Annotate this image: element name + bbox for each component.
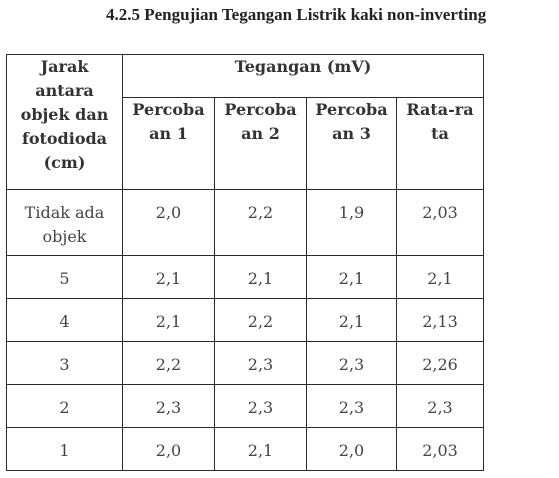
table-row bbox=[7, 428, 484, 471]
cell-line: objek bbox=[42, 227, 87, 246]
header-percobaan-1 bbox=[123, 98, 215, 190]
cell-line: Tidak ada bbox=[24, 203, 105, 222]
cell-value: 2,2 bbox=[215, 190, 307, 256]
header-jarak-line: objek dan bbox=[20, 105, 109, 124]
header-percobaan-3 bbox=[307, 98, 397, 190]
cell-value: 2,2 bbox=[123, 342, 215, 385]
header-jarak-line: fotodioda bbox=[21, 129, 108, 148]
header-line: an 3 bbox=[332, 124, 371, 143]
header-line: an 2 bbox=[241, 124, 280, 143]
cell-value: 2,3 bbox=[397, 385, 484, 428]
table-row bbox=[7, 299, 484, 342]
cell-value: 2,0 bbox=[123, 190, 215, 256]
header-line: an 1 bbox=[149, 124, 188, 143]
header-jarak bbox=[7, 55, 123, 190]
header-line: Percoba bbox=[224, 100, 297, 119]
cell-value: 2,26 bbox=[397, 342, 484, 385]
cell-value: 2,1 bbox=[215, 428, 307, 471]
cell-jarak: 4 bbox=[7, 299, 123, 342]
cell-value: 2,3 bbox=[123, 385, 215, 428]
cell-value: 2,1 bbox=[307, 299, 397, 342]
table-row bbox=[7, 385, 484, 428]
header-jarak-line: (cm) bbox=[43, 153, 86, 172]
table-row bbox=[7, 256, 484, 299]
cell-value: 2,0 bbox=[123, 428, 215, 471]
cell-value: 2,3 bbox=[215, 385, 307, 428]
cell-jarak: 5 bbox=[7, 256, 123, 299]
cell-value: 2,1 bbox=[215, 256, 307, 299]
cell-jarak: 2 bbox=[7, 385, 123, 428]
cell-value: 2,03 bbox=[397, 190, 484, 256]
header-line: Percoba bbox=[315, 100, 388, 119]
cell-value: 2,3 bbox=[215, 342, 307, 385]
header-jarak-line: antara bbox=[35, 81, 94, 100]
table-header-row bbox=[7, 55, 484, 98]
cell-value: 1,9 bbox=[307, 190, 397, 256]
cell-value: 2,3 bbox=[307, 385, 397, 428]
cell-jarak bbox=[7, 190, 123, 256]
header-line: Percoba bbox=[132, 100, 205, 119]
table-row bbox=[7, 190, 484, 256]
header-jarak-line: Jarak bbox=[40, 57, 89, 76]
table-row bbox=[7, 342, 484, 385]
cell-value: 2,1 bbox=[123, 256, 215, 299]
section-title: 4.2.5 Pengujian Tegangan Listrik kaki non-inverting bbox=[106, 5, 487, 24]
header-line: Rata-ra bbox=[406, 100, 474, 119]
cell-value: 2,1 bbox=[397, 256, 484, 299]
header-percobaan-2 bbox=[215, 98, 307, 190]
header-rata-rata bbox=[397, 98, 484, 190]
cell-value: 2,1 bbox=[123, 299, 215, 342]
cell-value: 2,2 bbox=[215, 299, 307, 342]
voltage-table bbox=[6, 54, 484, 471]
cell-value: 2,1 bbox=[307, 256, 397, 299]
header-tegangan: Tegangan (mV) bbox=[123, 55, 484, 98]
cell-value: 2,3 bbox=[307, 342, 397, 385]
cell-value: 2,0 bbox=[307, 428, 397, 471]
header-line: ta bbox=[431, 124, 449, 143]
cell-jarak: 1 bbox=[7, 428, 123, 471]
cell-value: 2,03 bbox=[397, 428, 484, 471]
cell-jarak: 3 bbox=[7, 342, 123, 385]
cell-value: 2,13 bbox=[397, 299, 484, 342]
